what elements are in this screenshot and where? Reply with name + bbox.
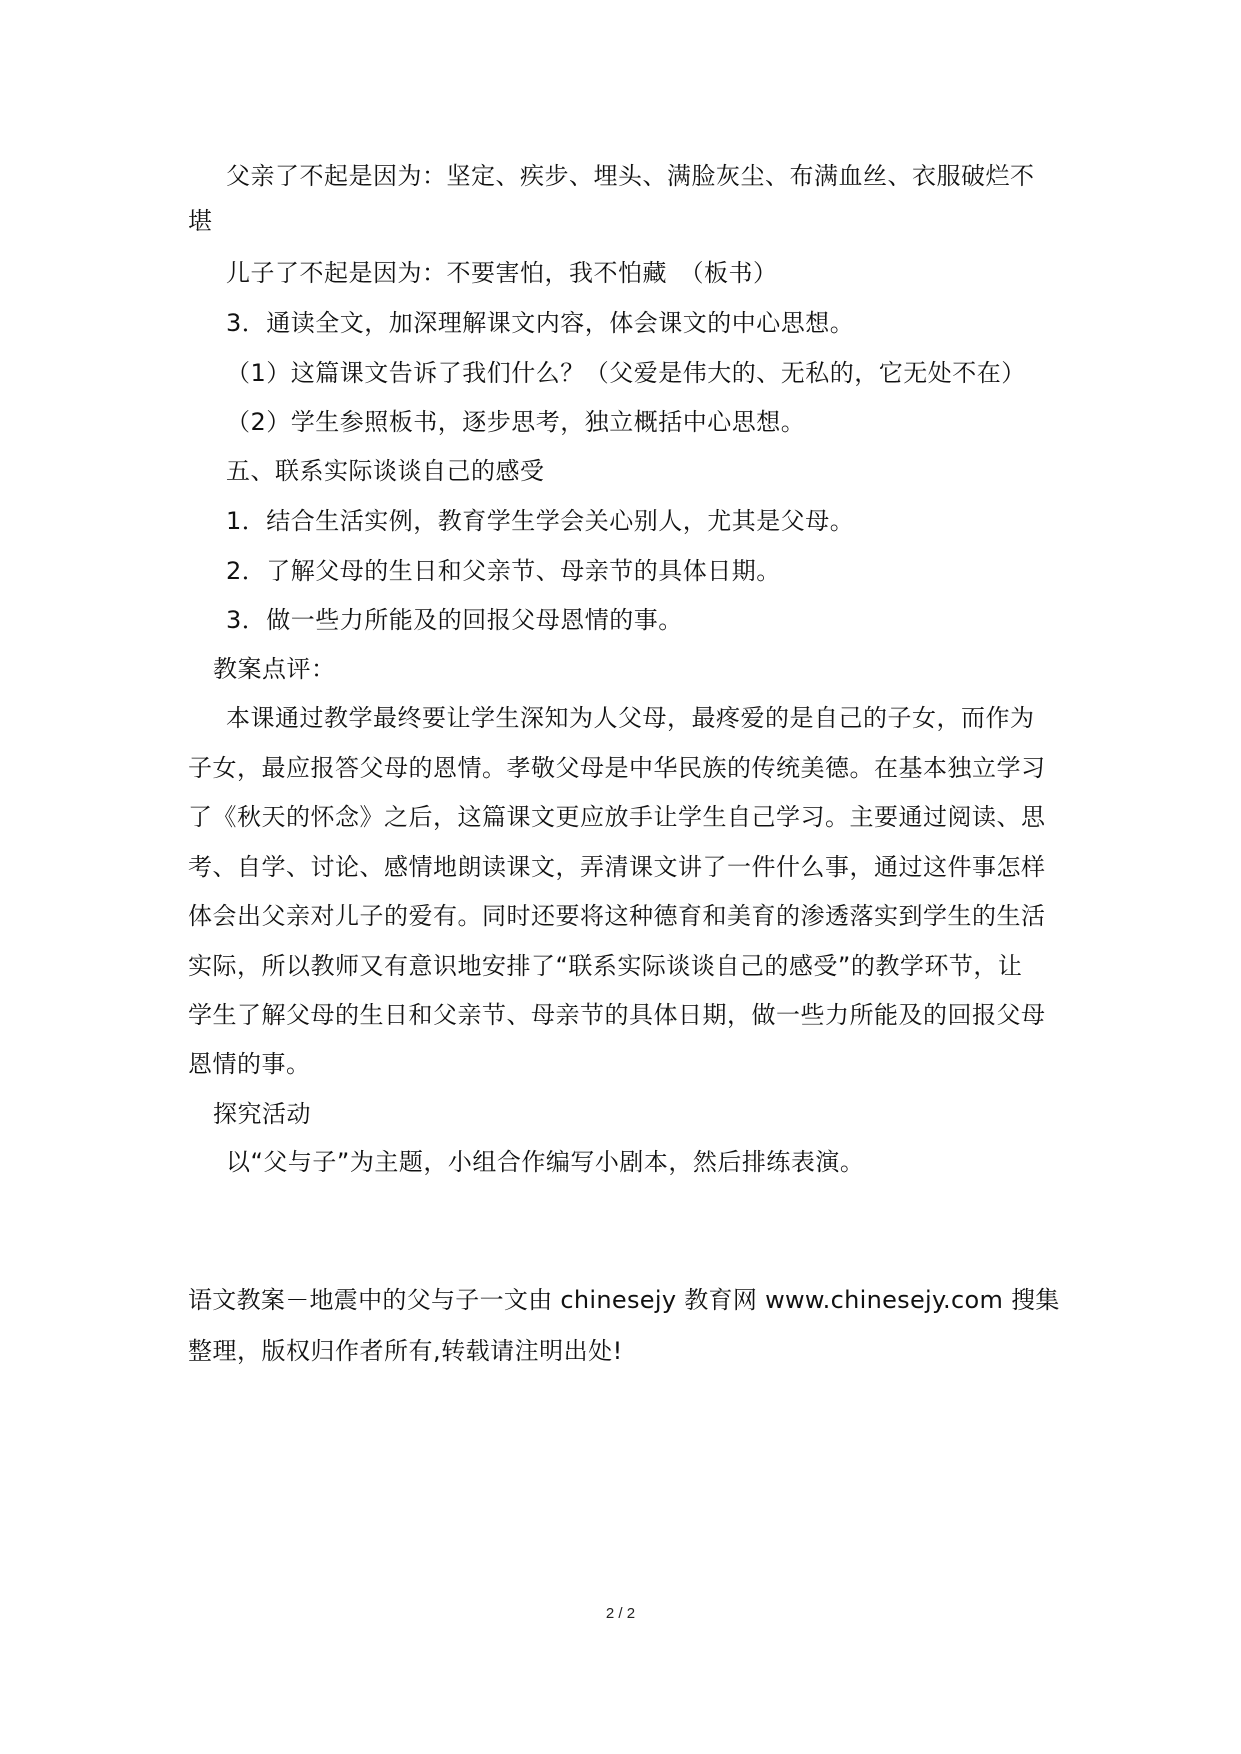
section-heading: 五、联系实际谈谈自己的感受 [226,457,545,485]
text-line: 恩情的事。 [188,1050,311,1078]
section-heading: 探究活动 [213,1100,311,1128]
text-line: 子女，最应报答父母的恩情。孝敬父母是中华民族的传统美德。在基本独立学习 [188,754,1046,782]
text-line: （1）这篇课文告诉了我们什么？（父爱是伟大的、无私的，它无处不在） [226,359,1026,387]
page-number: 2 / 2 [605,1605,636,1622]
text-line: 儿子了不起是因为：不要害怕，我不怕藏 （板书） [226,259,778,287]
source-notice-line: 整理，版权归作者所有,转载请注明出处! [188,1337,623,1365]
text-line: 以“父与子”为主题，小组合作编写小剧本，然后排练表演。 [226,1148,865,1176]
text-line: 考、自学、讨论、感情地朗读课文，弄清课文讲了一件什么事，通过这件事怎样 [188,853,1046,881]
text-line: 堪 [188,207,213,235]
text-line: （2）学生参照板书，逐步思考，独立概括中心思想。 [226,408,806,436]
text-line: 3．做一些力所能及的回报父母恩情的事。 [226,606,683,634]
text-line: 1．结合生活实例，教育学生学会关心别人，尤其是父母。 [226,507,855,535]
text-line: 实际，所以教师又有意识地安排了“联系实际谈谈自己的感受”的教学环节，让 [188,952,1023,980]
text-line: 3．通读全文，加深理解课文内容，体会课文的中心思想。 [226,309,855,337]
text-line: 了《秋天的怀念》之后，这篇课文更应放手让学生自己学习。主要通过阅读、思 [188,803,1046,831]
text-line: 本课通过教学最终要让学生深知为人父母，最疼爱的是自己的子女，而作为 [226,704,1035,732]
text-line: 父亲了不起是因为：坚定、疾步、埋头、满脸灰尘、布满血丝、衣服破烂不 [226,162,1035,190]
text-line: 体会出父亲对儿子的爱有。同时还要将这种德育和美育的渗透落实到学生的生活 [188,902,1046,930]
text-line: 学生了解父母的生日和父亲节、母亲节的具体日期，做一些力所能及的回报父母 [188,1001,1046,1029]
source-notice-line: 语文教案－地震中的父与子一文由 chinesejy 教育网 www.chinesejy.com 搜集 [188,1286,1060,1314]
section-heading: 教案点评： [213,655,336,683]
text-line: 2．了解父母的生日和父亲节、母亲节的具体日期。 [226,557,781,585]
